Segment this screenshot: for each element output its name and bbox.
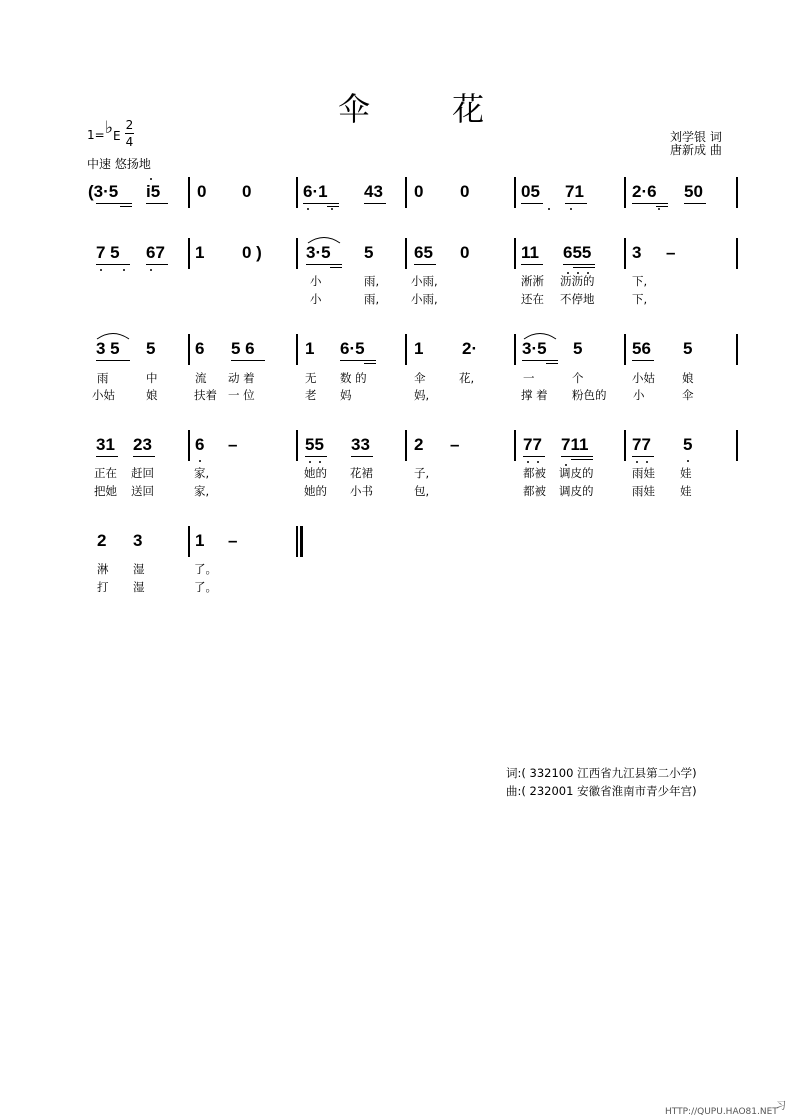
note-group: 2·6 <box>632 182 657 201</box>
lyric: 下, <box>632 292 648 306</box>
note-group: 2 <box>414 435 424 454</box>
lyric: 小 <box>310 274 322 288</box>
note-group: 11 <box>521 243 539 262</box>
lyricist-credit: 刘学银 词 <box>670 130 722 144</box>
meter-top: 2 <box>125 118 134 132</box>
lyric: 动 着 <box>228 371 255 385</box>
note-group: 77 <box>632 435 651 454</box>
note-group: 0 <box>460 243 470 262</box>
note-group: 33 <box>351 435 370 454</box>
lyric: 小雨, <box>411 274 438 288</box>
lyric: 撑 着 <box>521 388 548 402</box>
note-group: – <box>228 435 238 454</box>
note-group: 3 <box>133 531 143 550</box>
lyric: 下, <box>632 274 648 288</box>
lyric: 子, <box>414 466 430 480</box>
note-group: 0 <box>242 182 252 201</box>
key-note: E <box>113 129 121 143</box>
note-group: 655 <box>563 243 592 262</box>
note-group: 5 6 <box>231 339 255 358</box>
lyric: 小 <box>633 388 645 402</box>
note-group: 0 <box>414 182 424 201</box>
lyric: 都被 <box>523 484 546 498</box>
lyric: 雨, <box>364 292 380 306</box>
note-group: 3 <box>632 243 642 262</box>
lyric: 湿 <box>133 562 145 576</box>
note-group: 711 <box>561 435 589 454</box>
lyric: 小雨, <box>411 292 438 306</box>
note-group: i5 <box>146 182 161 201</box>
meter-bottom: 4 <box>125 135 134 149</box>
note-group: 6·1 <box>303 182 328 201</box>
lyric: 数 的 <box>340 371 367 385</box>
lyric: 小姑 <box>632 371 655 385</box>
note-group: 6 <box>195 435 205 454</box>
note-group: 6·5 <box>340 339 365 358</box>
note-group: 0 <box>197 182 207 201</box>
note-group: 5 <box>683 435 693 454</box>
note-group: 55 <box>305 435 324 454</box>
note-group: 3·5 <box>306 243 331 262</box>
lyric: 中 <box>146 371 158 385</box>
note-group: 2· <box>462 339 478 358</box>
note-group: 0 <box>460 182 470 201</box>
lyricist-address: 词:( 332100 江西省九江县第二小学) <box>506 766 697 780</box>
lyric: 家, <box>194 466 210 480</box>
note-group: 1 <box>195 243 205 262</box>
lyric: 还在 <box>521 292 544 306</box>
key-flat-sign: ♭ <box>105 118 114 138</box>
note-group: 31 <box>96 435 115 454</box>
note-group: 3·5 <box>522 339 547 358</box>
note-group: 0 ) <box>242 243 262 262</box>
note-group: 43 <box>364 182 383 201</box>
lyric: 伞 <box>682 388 694 402</box>
note-group: 5 <box>683 339 693 358</box>
lyric: 不停地 <box>560 292 595 306</box>
lyric: 家, <box>194 484 210 498</box>
lyric: 把她 <box>94 484 117 498</box>
lyric: 一 <box>523 371 535 385</box>
note-group: 1 <box>305 339 315 358</box>
note-group: 3 5 <box>96 339 120 358</box>
corner-mark: 习 <box>776 1101 786 1112</box>
note-group: 50 <box>684 182 703 201</box>
key-prefix: 1= <box>87 128 105 142</box>
lyric: 小 <box>310 292 322 306</box>
note-group: – <box>450 435 460 454</box>
composer-address: 曲:( 232001 安徽省淮南市青少年宫) <box>506 784 697 798</box>
note-group: 5 <box>146 339 156 358</box>
lyric: 她的 <box>304 484 327 498</box>
note-group: 2 <box>97 531 107 550</box>
note-group: 67 <box>146 243 165 262</box>
lyric: 沥沥的 <box>560 274 595 288</box>
lyric: 个 <box>572 371 584 385</box>
note-group: (3·5 <box>88 182 119 201</box>
note-group: – <box>228 531 238 550</box>
note-group: 65 <box>414 243 433 262</box>
lyric: 小书 <box>350 484 373 498</box>
note-group: 1 <box>195 531 205 550</box>
lyric: 粉色的 <box>572 388 607 402</box>
note-group: 71 <box>565 182 584 201</box>
lyric: 赶回 <box>131 466 154 480</box>
lyric: 妈, <box>414 388 430 402</box>
note-group: 6 <box>195 339 205 358</box>
lyric: 老 <box>305 388 317 402</box>
lyric: 娘 <box>682 371 694 385</box>
lyric: 流 <box>195 371 207 385</box>
note-group: 77 <box>523 435 542 454</box>
composer-credit: 唐新成 曲 <box>670 143 722 157</box>
lyric: 湿 <box>133 580 145 594</box>
note-group: 56 <box>632 339 651 358</box>
note-group: 5 <box>573 339 583 358</box>
lyric: 娃 <box>680 484 692 498</box>
note-group: 1 <box>414 339 424 358</box>
lyric: 娃 <box>680 466 692 480</box>
lyric: 伞 <box>414 371 426 385</box>
lyric: 雨娃 <box>632 466 655 480</box>
lyric: 娘 <box>146 388 158 402</box>
lyric: 她的 <box>304 466 327 480</box>
lyric: 淋 <box>97 562 109 576</box>
lyric: 一 位 <box>228 388 255 402</box>
lyric: 妈 <box>340 388 352 402</box>
lyric: 调皮的 <box>559 484 594 498</box>
lyric: 小姑 <box>92 388 115 402</box>
lyric: 雨 <box>97 371 109 385</box>
lyric: 调皮的 <box>559 466 594 480</box>
score-title: 伞 花 <box>338 90 521 128</box>
lyric: 花, <box>459 371 475 385</box>
lyric: 了。 <box>194 562 217 576</box>
note-group: 23 <box>133 435 152 454</box>
note-group: 7 5 <box>96 243 120 262</box>
lyric: 了。 <box>194 580 217 594</box>
lyric: 淅淅 <box>521 274 544 288</box>
note-group: 5 <box>364 243 374 262</box>
lyric: 花裙 <box>350 466 373 480</box>
lyric: 正在 <box>94 466 117 480</box>
lyric: 包, <box>414 484 430 498</box>
tempo-marking: 中速 悠扬地 <box>87 157 151 171</box>
lyric: 送回 <box>131 484 154 498</box>
lyric: 雨, <box>364 274 380 288</box>
lyric: 无 <box>305 371 317 385</box>
lyric: 打 <box>97 580 109 594</box>
lyric: 都被 <box>523 466 546 480</box>
note-group: – <box>666 243 676 262</box>
watermark-url: HTTP://QUPU.HAO81.NET <box>665 1107 778 1117</box>
note-group: 05 <box>521 182 540 201</box>
lyric: 扶着 <box>194 388 217 402</box>
lyric: 雨娃 <box>632 484 655 498</box>
